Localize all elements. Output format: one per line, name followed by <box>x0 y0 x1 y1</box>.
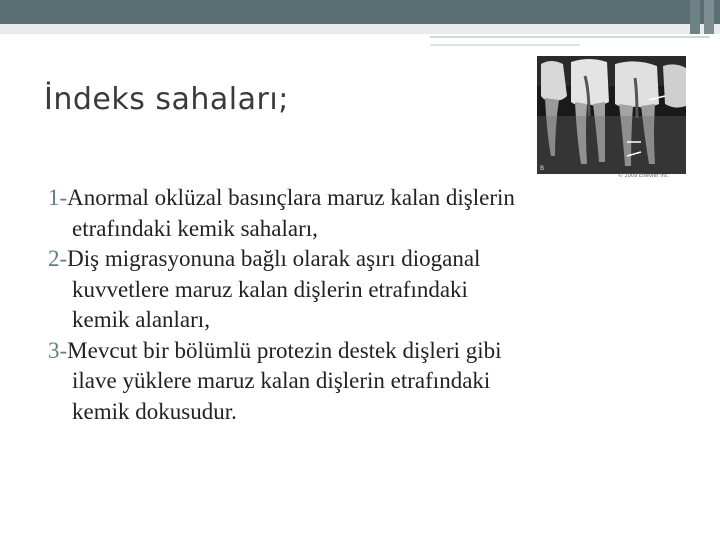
item-text-continued: ilave yüklere maruz kalan dişlerin etrafındaki <box>72 368 491 393</box>
slide-title: İndeks sahaları; <box>44 82 289 117</box>
item-text: Diş migrasyonuna bağlı olarak aşırı dioganal <box>67 246 481 271</box>
item-text-continued: kuvvetlere maruz kalan dişlerin etrafındaki <box>72 276 468 302</box>
decorative-line <box>430 36 710 38</box>
index-site-list <box>48 183 688 427</box>
image-copyright: © 2009 Elsevier Inc. <box>618 173 670 179</box>
item-number: 2- <box>48 246 68 271</box>
item-text-continued: etrafındaki kemik sahaları, <box>72 215 318 241</box>
corner-decoration <box>704 0 714 34</box>
top-banner-accent <box>0 24 720 34</box>
svg-text:B: B <box>540 165 545 172</box>
item-text-continued: kemik dokusudur. <box>72 398 237 424</box>
item-number: 1- <box>48 185 68 210</box>
list-item <box>48 244 688 336</box>
item-text: Mevcut bir bölümlü protezin destek dişleri gibi <box>67 337 502 363</box>
item-text: Anormal oklüzal basınçlara maruz kalan dişlerin <box>67 185 515 210</box>
top-banner <box>0 0 720 24</box>
item-number: 3- <box>48 337 68 363</box>
decorative-line <box>430 44 580 46</box>
list-item <box>48 183 688 244</box>
corner-decoration <box>690 0 700 34</box>
item-text-continued: kemik alanları, <box>72 307 210 332</box>
list-item <box>48 336 688 428</box>
dental-xray-image <box>537 56 686 174</box>
